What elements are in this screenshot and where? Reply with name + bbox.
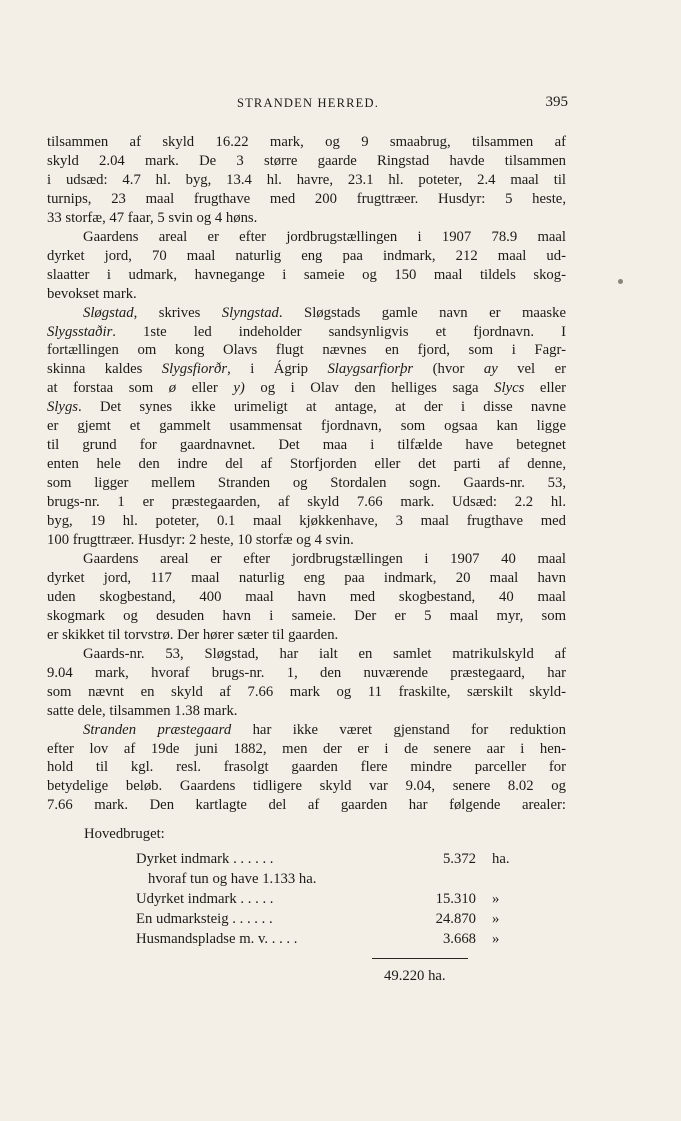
- text-line: 33 storfæ, 47 faar, 5 svin og 4 høns.: [47, 209, 258, 226]
- text-line: Gaardens areal er efter jordbrugstællingen i 1907 78.9 maal: [83, 228, 566, 245]
- text-run: har ikke været gjenstand for reduktion: [231, 721, 566, 738]
- text-line: skyld 2.04 mark. De 3 større gaarde Ringstad havde tilsammen: [47, 152, 566, 169]
- place-name: Slaygsarfiorþr: [327, 361, 414, 378]
- row-label-text: Dyrket indmark: [136, 851, 230, 867]
- text-line: 7.66 mark. Den kartlagte del af gaarden har følgende arealer:: [47, 797, 566, 814]
- text-run: , skrives: [133, 304, 222, 321]
- text-line: dyrket jord, 117 maal naturlig eng paa indmark, 20 maal havn: [47, 569, 566, 586]
- place-name: Slygsfiorðr: [161, 361, 228, 378]
- sum-rule: [372, 958, 468, 959]
- body-text: [47, 133, 566, 815]
- text-line: 100 frugttræer. Husdyr: 2 heste, 10 storfæ og 4 svin.: [47, 532, 354, 549]
- text-line: fortællingen om kong Olavs flugt nævnes en fjord, som i Fagr-: [47, 342, 566, 359]
- text-line: [47, 379, 566, 398]
- place-name: Slygsstaðir: [47, 323, 113, 340]
- letter: ø: [168, 380, 177, 397]
- text-line: tilsammen af skyld 16.22 mark, og 9 smaabrug, tilsammen af: [47, 134, 566, 150]
- table-row: [136, 851, 510, 870]
- row-label-text: hvoraf tun og have 1.133 ha.: [148, 871, 317, 887]
- text-run: eller: [176, 380, 234, 397]
- row-unit: »: [492, 911, 500, 927]
- text-run: . 1ste led indeholder sandsynligvis et fjordnavn. I: [112, 323, 566, 340]
- text-line: slaatter i udmark, havnegange i sameie og 150 maal tildels skog-: [47, 266, 566, 283]
- row-label: [136, 891, 273, 908]
- place-name: Stranden præstegaard: [83, 721, 232, 738]
- text-line: skogmark og desuden havn i sameie. Der er 5 maal myr, som: [47, 607, 566, 624]
- text-line: bevokset mark.: [47, 285, 137, 302]
- place-name: Slyngstad: [221, 304, 279, 321]
- leader-dots: . . . . . .: [228, 911, 273, 927]
- text-run: og i Olav den helliges saga: [244, 380, 495, 397]
- text-line: Gaards-nr. 53, Sløgstad, har ialt en samlet matrikulskyld af: [83, 645, 566, 662]
- row-label: [136, 931, 297, 948]
- place-name: Slygs: [47, 399, 79, 416]
- text-line: [47, 360, 566, 379]
- table-row: [136, 911, 500, 930]
- text-line: [47, 304, 566, 323]
- text-line: som ligger mellem Stranden og Stordalen sogn. Gaards-nr. 53,: [47, 475, 566, 492]
- text-line: [47, 721, 566, 740]
- text-run: . Sløgstads gamle navn er maaske: [278, 304, 566, 321]
- table-row: [136, 891, 500, 910]
- text-run: eller: [524, 380, 567, 397]
- leader-dots: . . . . .: [236, 891, 274, 907]
- table-title: Hovedbruget:: [84, 826, 165, 842]
- page-header: [48, 96, 568, 116]
- row-unit: »: [492, 931, 500, 947]
- letter: ay: [483, 361, 498, 378]
- text-line: i udsæd: 4.7 hl. byg, 13.4 hl. havre, 23.1 hl. poteter, 2.4 maal til: [47, 171, 566, 188]
- text-line: satte dele, tilsammen 1.38 mark.: [47, 702, 238, 719]
- leader-dots: . . . . . .: [229, 851, 274, 867]
- text-line: turnips, 23 maal frugthave med 200 frugttræer. Husdyr: 5 heste,: [47, 190, 566, 207]
- row-label-text: En udmarksteig: [136, 911, 229, 927]
- text-line: efter lov af 19de juni 1882, men der er i de senere aar i hen-: [47, 740, 566, 757]
- text-line: er skikket til torvstrø. Der hører sæter til gaarden.: [47, 626, 339, 643]
- row-unit: ha.: [492, 851, 510, 867]
- text-line: [47, 323, 566, 342]
- text-line: uden skogbestand, 400 maal havn med skogbestand, 40 maal: [47, 588, 566, 605]
- page-number: 395: [545, 94, 568, 110]
- leader-dots: . . . .: [268, 931, 298, 947]
- text-line: betydelige beløb. Gaardens tidligere skyld var 9.04, senere 8.02 og: [47, 778, 566, 795]
- margin-mark: [618, 279, 623, 284]
- text-line: som nævnt en skyld af 7.66 mark og 11 fraskilte, særskilt skyld-: [47, 683, 566, 700]
- row-value: 24.870: [435, 911, 476, 927]
- table-row: [136, 871, 476, 890]
- text-run: at forstaa som: [47, 380, 169, 397]
- text-line: til grund for gaardnavnet. Det maa i tilfælde have betegnet: [47, 437, 566, 454]
- text-line: 9.04 mark, hvoraf brugs-nr. 1, den nuværende præstegaard, har: [47, 664, 566, 681]
- total-unit: ha.: [428, 968, 446, 984]
- row-label-text: Husmandspladse m. v.: [136, 931, 269, 947]
- letter: y): [233, 380, 245, 397]
- row-label: [136, 851, 273, 868]
- text-line: enten hele den indre del af Storfjorden eller det parti af denne,: [47, 456, 566, 473]
- text-run: vel er: [497, 361, 566, 378]
- row-unit: »: [492, 891, 500, 907]
- text-run: , i Ágrip: [227, 361, 328, 378]
- text-line: dyrket jord, 70 maal naturlig eng paa indmark, 212 maal ud-: [47, 247, 566, 264]
- text-run: . Det synes ikke urimeligt at antage, at der i disse navne: [78, 399, 566, 416]
- text-line: er gjemt et gammelt usammensat fjordnavn, som ogsaa kan ligge: [47, 418, 566, 435]
- text-run: (hvor: [413, 361, 484, 378]
- text-line: byg, 19 hl. poteter, 0.1 maal kjøkkenhave, 3 maal frugthave med: [47, 513, 566, 530]
- row-value: 3.668: [442, 931, 476, 947]
- row-label: [136, 911, 273, 928]
- text-line: [47, 398, 566, 417]
- place-name: Sløgstad: [83, 304, 134, 321]
- text-line: brugs-nr. 1 er præstegaarden, af skyld 7.66 mark. Udsæd: 2.2 hl.: [47, 494, 566, 511]
- row-label-text: Udyrket indmark: [136, 891, 237, 907]
- text-line: Gaardens areal er efter jordbrugstællingen i 1907 40 maal: [83, 550, 566, 567]
- running-head: STRANDEN HERRED.: [236, 96, 380, 110]
- row-value: 5.372: [442, 851, 476, 867]
- place-name: Slycs: [494, 380, 525, 397]
- table-row: [136, 931, 500, 950]
- text-run: skinna kaldes: [47, 361, 162, 378]
- table-total: [384, 968, 446, 985]
- text-line: hold til kgl. resl. frasolgt gaarden flere mindre parceller for: [47, 759, 566, 776]
- total-value: 49.220: [384, 968, 425, 984]
- row-value: 15.310: [435, 891, 476, 907]
